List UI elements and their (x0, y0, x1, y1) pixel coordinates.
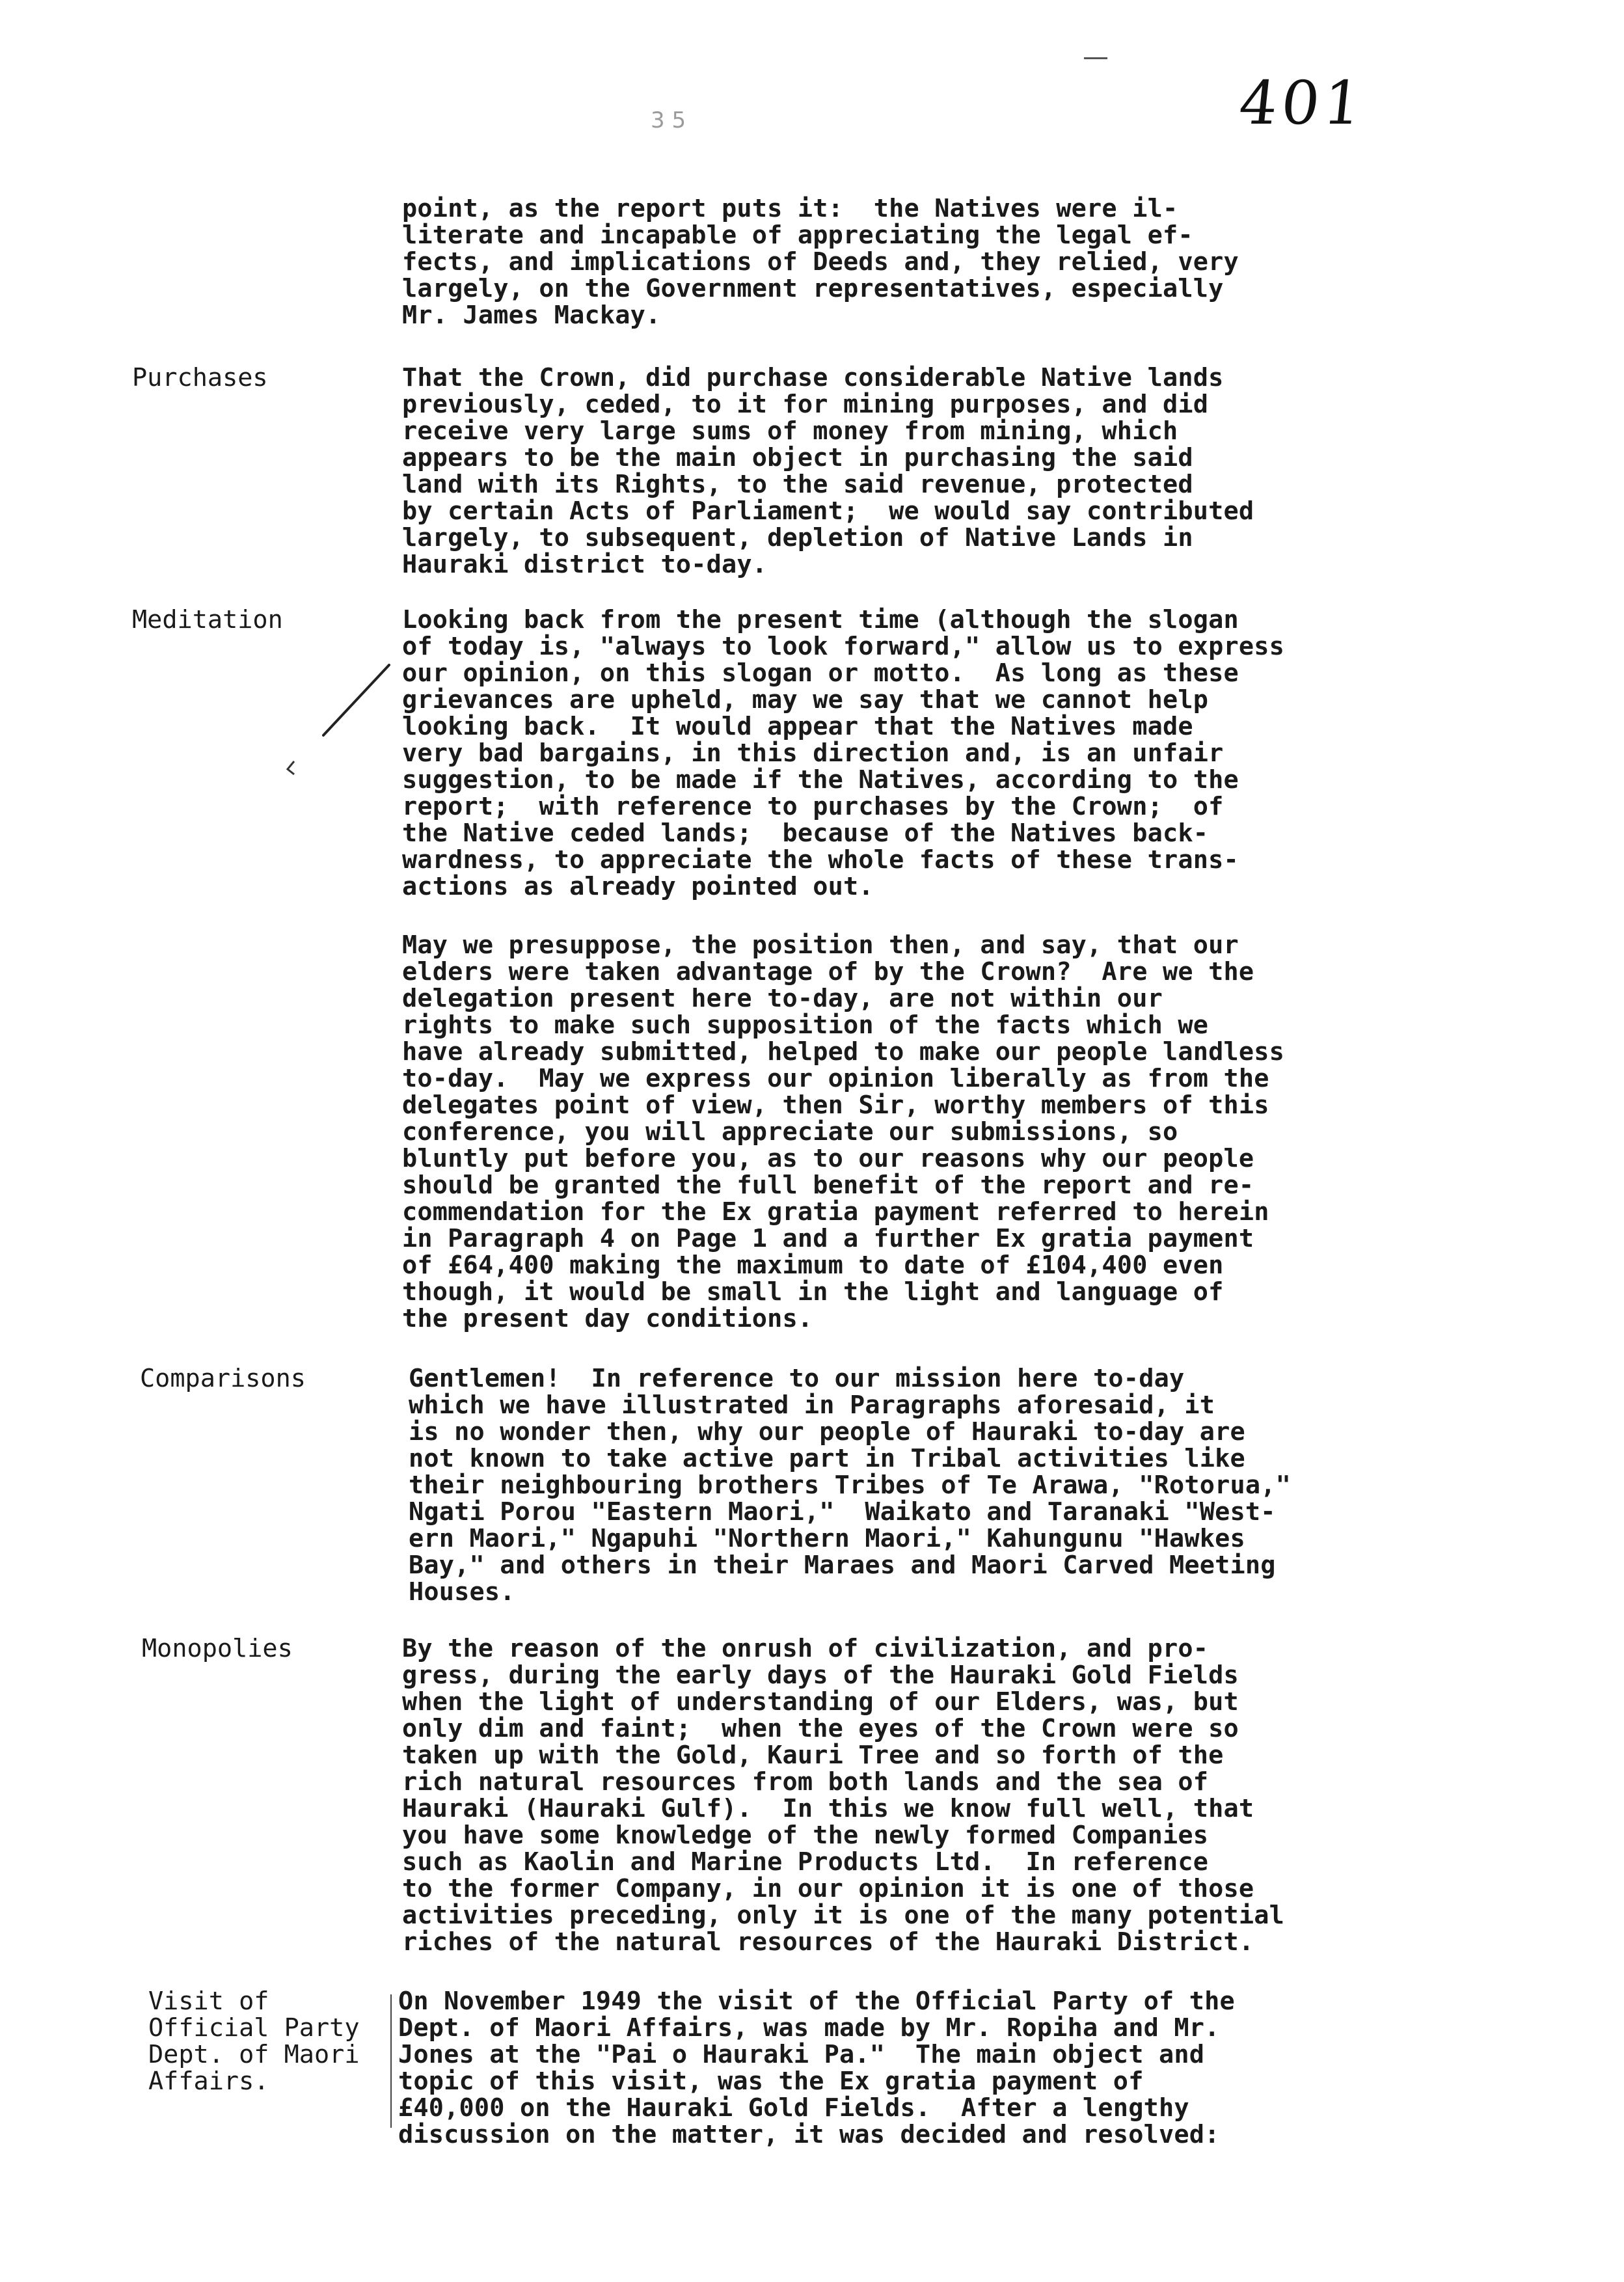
margin-label-purchases: Purchases (132, 363, 268, 392)
faint-pencil-mark: 3 5 (651, 107, 686, 133)
handwritten-pen-stroke (0, 0, 455, 813)
body-paragraph-monopolies: By the reason of the onrush of civilization, and pro- gress, during the early days of the Hauraki Gold Fields when the light of understanding of our Elders, was, but only dim and faint; when the eyes of the Crown were so taken up with the Gold, Kauri Tree and so forth of the rich natural resources from both lands and the sea of Hauraki (Hauraki Gulf). In this we know full well, that you have some knowledge of the newly formed Companies such as Kaolin and Marine Products Ltd. In reference to the former Company, in our opinion it is one of those activities preceding, only it is one of the many potential riches of the natural resources of the Hauraki District. (402, 1634, 1284, 1957)
margin-label-comparisons: Comparisons (140, 1364, 306, 1393)
body-paragraph-purchases: That the Crown, did purchase considerable Native lands previously, ceded, to it for mining purposes, and did receive very large sums of money from mining, which appears to be the main object in purchasing the said land with its Rights, to the said revenue, protected by certain Acts of Parliament; we would say contributed largely, to subsequent, depletion of Native Lands in Hauraki district to-day. (402, 363, 1254, 579)
body-paragraph-presuppose: May we presuppose, the position then, and say, that our elders were taken advantage of by the Crown? Are we the delegation present here to-day, are not within our rights to make such supposition of the facts which we have already submitted, helped to make our people landless to-day. May we express our opinion liberally as from the delegates point of view, then Sir, worthy members of this conference, you will appreciate our submissions, so bluntly put before you, as to our reasons why our people should be granted the full benefit of the report and re- commendation for the Ex gratia payment referred to herein in Paragraph 4 on Page 1 and a further Ex gratia payment of £64,400 making the maximum to date of £104,400 even though, it would be small in the light and language of the present day conditions. (402, 930, 1284, 1333)
body-paragraph-meditation: Looking back from the present time (although the slogan of today is, "always to look forward," allow us to express our opinion, on this slogan or motto. As long as these grievances are upheld, may we say that we cannot help looking back. It would appear that the Natives made very bad bargains, in this direction and, is an unfair suggestion, to be made if the Natives, according to the report; with reference to purchases by the Crown; of the Native ceded lands; because of the Natives back- wardness, to appreciate the whole facts of these trans- actions as already pointed out. (402, 605, 1284, 901)
margin-bracket-line (390, 1994, 392, 2128)
body-paragraph-visit: On November 1949 the visit of the Official Party of the Dept. of Maori Affairs, was made by Mr. Ropiha and Mr. Jones at the "Pai o Hauraki Pa." The main object and topic of this visit, was the Ex gratia payment of £40,000 on the Hauraki Gold Fields. After a lengthy discussion on the matter, it was decided and resolved: (398, 1987, 1235, 2149)
page-dash-mark (1084, 57, 1107, 59)
margin-label-visit-official-party: Visit of Official Party Dept. of Maori Affairs. (148, 1987, 360, 2096)
body-paragraph-comparisons: Gentlemen! In reference to our mission here to-day which we have illustrated in Paragraphs aforesaid, it is no wonder then, why our people of Hauraki to-day are not known to take active part in Tribal activities like their neighbouring brothers Tribes of Te Arawa, "Rotorua," Ngati Porou "Eastern Maori," Waikato and Taranaki "West- ern Maori," Ngapuhi "Northern Maori," Kahungunu "Hawkes Bay," and others in their Maraes and Maori Carved Meeting Houses. (409, 1364, 1291, 1607)
handwritten-page-number: 401 (1236, 68, 1370, 138)
body-paragraph-continuation: point, as the report puts it: the Natives were il- literate and incapable of appreciating the legal ef- fects, and implications of Deeds and, they relied, very largely, on the Government representatives, especially Mr. James Mackay. (402, 194, 1239, 330)
margin-label-monopolies: Monopolies (142, 1634, 293, 1663)
margin-label-meditation: Meditation (132, 605, 283, 634)
